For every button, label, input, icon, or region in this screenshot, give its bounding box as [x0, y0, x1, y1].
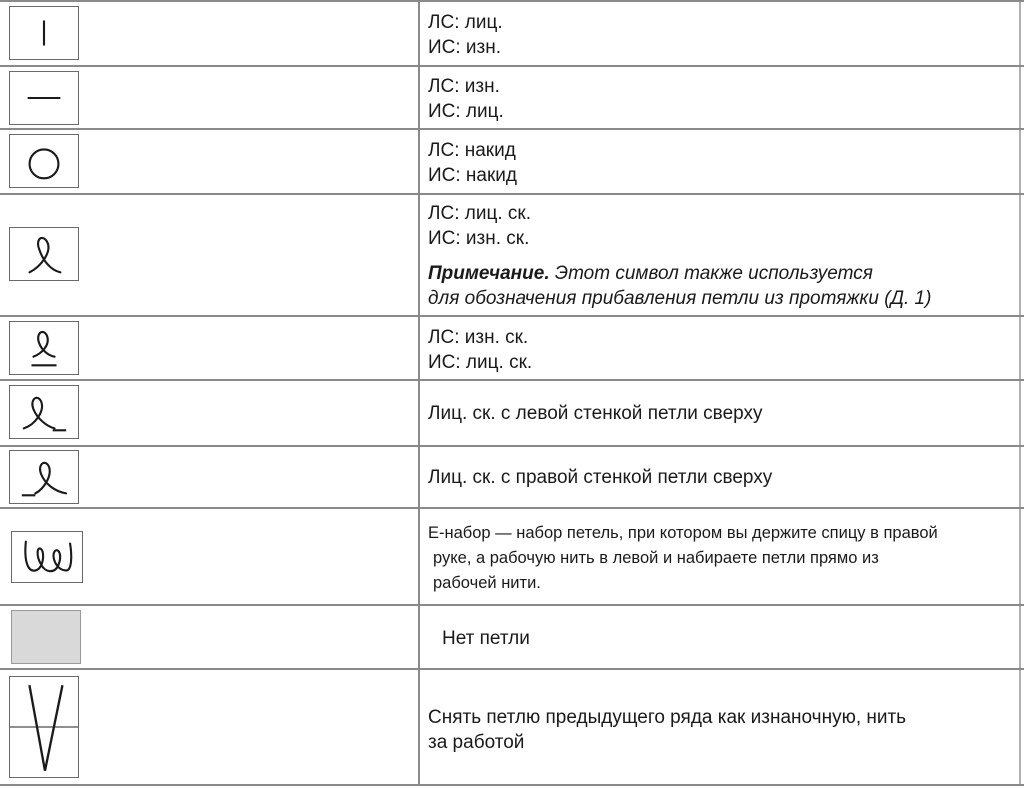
purl-dash-icon — [9, 71, 79, 125]
description-line: ЛС: лиц. ск. — [428, 203, 531, 224]
note-line — [428, 261, 1016, 286]
symbol-description — [428, 10, 1016, 60]
description-line: ЛС: лиц. — [428, 12, 503, 33]
description-line: ИС: лиц. ск. — [428, 352, 533, 373]
table-row — [0, 445, 1024, 507]
description-line: ЛС: изн. — [428, 76, 500, 97]
symbol-description — [428, 325, 1016, 375]
right-border — [1019, 317, 1021, 379]
right-border — [1019, 67, 1021, 128]
twisted-loop-icon — [9, 227, 79, 281]
column-divider — [418, 2, 420, 65]
loop-left-strand-icon — [9, 385, 79, 439]
symbol-description — [428, 401, 1016, 426]
table-row — [0, 0, 1024, 65]
right-border — [1019, 130, 1021, 193]
symbol-description — [428, 201, 1016, 311]
column-divider — [418, 509, 420, 604]
description-line: Лиц. ск. с правой стенкой петли сверху — [428, 467, 773, 488]
twisted-purl-loop-icon — [9, 321, 79, 375]
column-divider — [418, 670, 420, 784]
column-divider — [418, 317, 420, 379]
table-row — [0, 379, 1024, 445]
description-line: ИС: изн. ск. — [428, 228, 530, 249]
column-divider — [418, 447, 420, 507]
description-line: рабочей нити. — [433, 574, 541, 592]
table-row — [0, 315, 1024, 379]
loop-right-strand-icon — [9, 450, 79, 504]
description-line: ЛС: изн. ск. — [428, 327, 529, 348]
description-line: Е-набор — набор петель, при котором вы держите спицу в правой — [428, 524, 938, 542]
symbol-description — [442, 626, 1016, 651]
table-row — [0, 65, 1024, 128]
description-line: за работой — [428, 732, 525, 753]
right-border — [1019, 606, 1021, 668]
slip-stitch-v-icon — [9, 676, 79, 778]
description-line: Нет петли — [442, 628, 530, 649]
table-row — [0, 193, 1024, 315]
column-divider — [418, 195, 420, 315]
knit-bar-icon — [9, 6, 79, 60]
description-line: Снять петлю предыдущего ряда как изнаночную, нить — [428, 707, 907, 728]
symbol-description — [428, 521, 1016, 596]
table-row — [0, 668, 1024, 786]
symbol-description — [428, 465, 1016, 490]
right-border — [1019, 381, 1021, 445]
description-line: ИС: лиц. — [428, 101, 504, 122]
description-line: ЛС: накид — [428, 140, 516, 161]
right-border — [1019, 509, 1021, 604]
column-divider — [418, 130, 420, 193]
column-divider — [418, 606, 420, 668]
description-line: руке, а рабочую нить в левой и набираете петли прямо из — [433, 549, 879, 567]
table-row — [0, 507, 1024, 604]
symbol-description — [428, 74, 1016, 124]
description-line: Лиц. ск. с левой стенкой петли сверху — [428, 403, 763, 424]
column-divider — [418, 67, 420, 128]
description-line: ИС: накид — [428, 165, 518, 186]
right-border — [1019, 2, 1021, 65]
right-border — [1019, 195, 1021, 315]
yarn-over-circle-icon — [9, 134, 79, 188]
right-border — [1019, 670, 1021, 784]
table-row — [0, 128, 1024, 193]
table-row — [0, 604, 1024, 668]
symbol-description — [428, 705, 1016, 755]
e-cast-on-icon — [11, 531, 83, 583]
symbol-description — [428, 138, 1016, 188]
note-label: Примечание. — [428, 263, 550, 284]
note-text: Этот символ также используется — [549, 263, 873, 284]
no-stitch-gray-icon — [11, 610, 81, 664]
description-line: ИС: изн. — [428, 37, 502, 58]
note-line: для обозначения прибавления петли из протяжки (Д. 1) — [428, 288, 932, 309]
column-divider — [418, 381, 420, 445]
right-border — [1019, 447, 1021, 507]
